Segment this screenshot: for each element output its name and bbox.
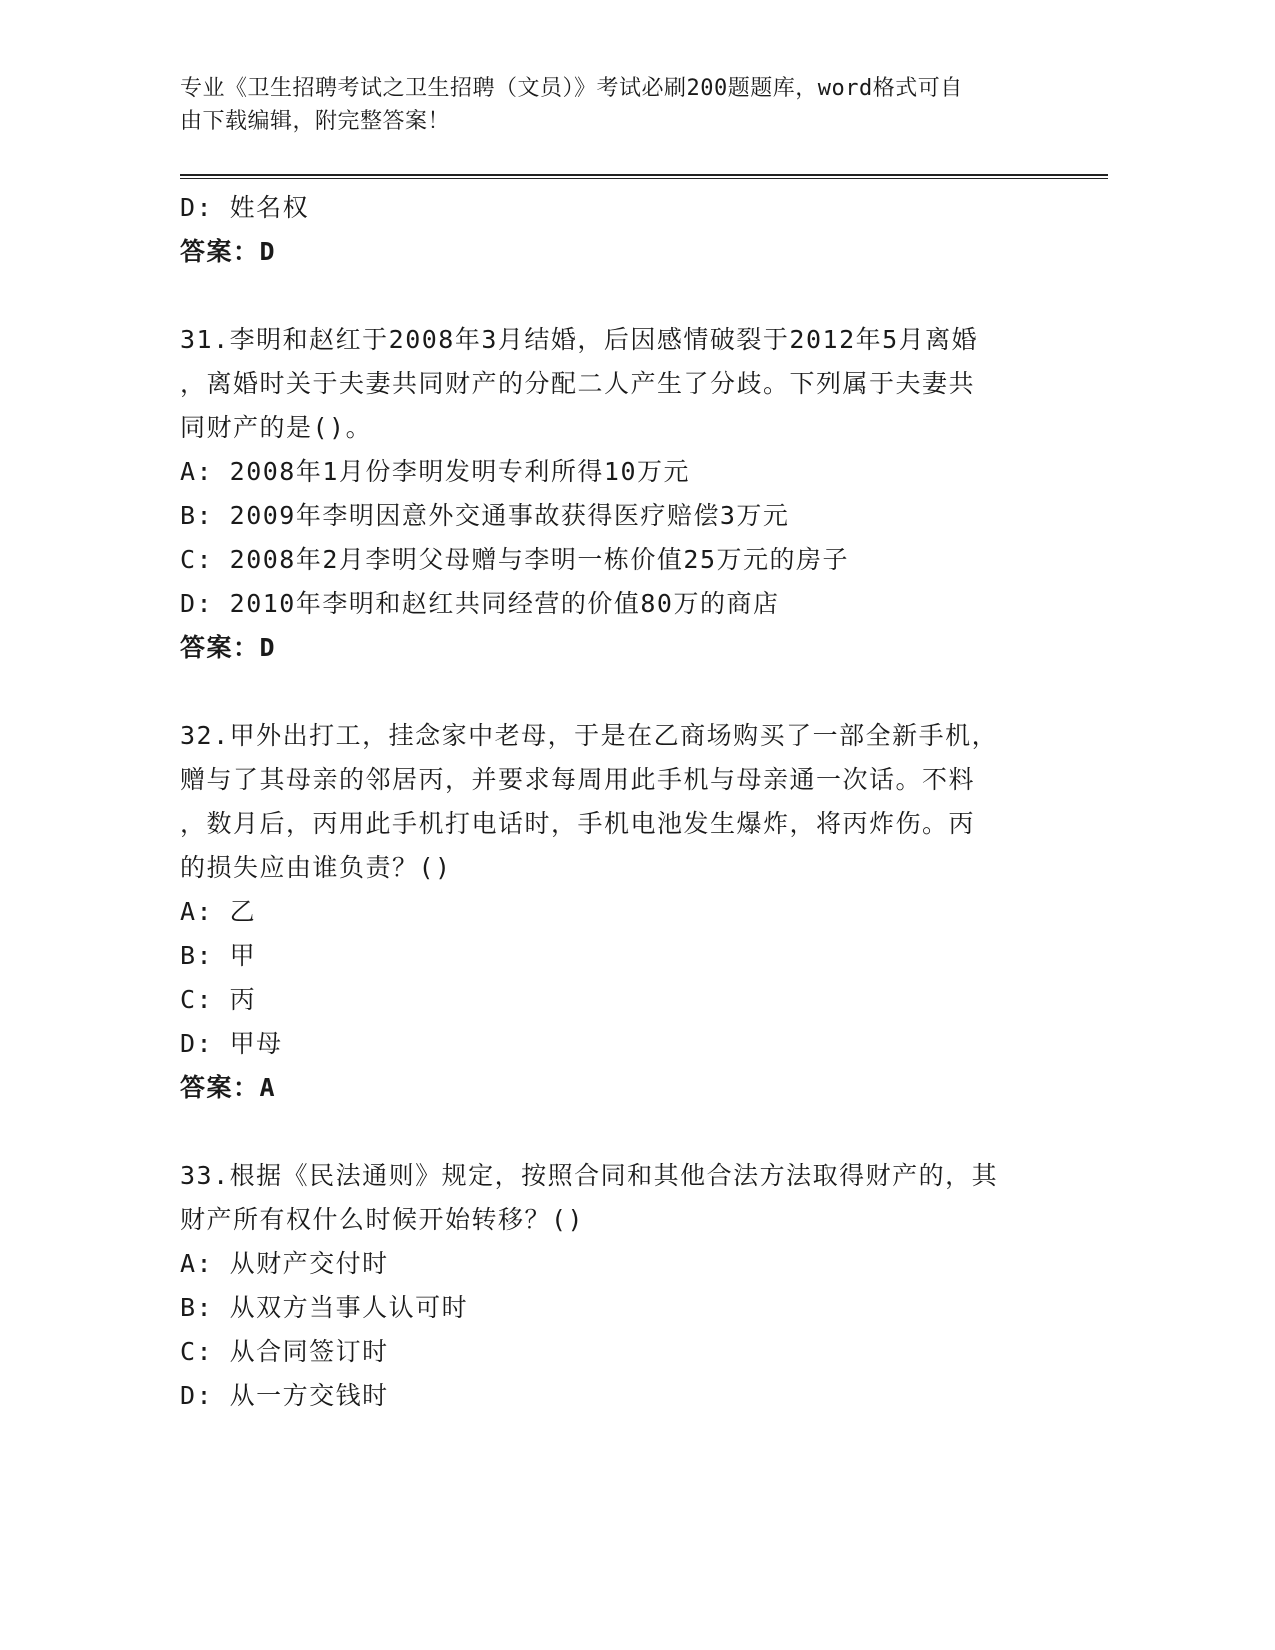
prev-option-d: D: 姓名权 [180,193,310,222]
option-c: C: 从合同签订时 [180,1337,389,1366]
option-d: D: 甲母 [180,1029,283,1058]
option-b: B: 2009年李明因意外交通事故获得医疗赔偿3万元 [180,501,790,530]
prev-answer: 答案：D [180,237,277,266]
option-a: A: 乙 [180,897,257,926]
page-header [180,72,1060,138]
question-text-line: 财产所有权什么时候开始转移？() [180,1205,585,1234]
option-c: C: 丙 [180,985,257,1014]
option-d: D: 从一方交钱时 [180,1381,389,1410]
header-line-2: 由下载编辑，附完整答案！ [180,109,451,134]
option-a: A: 从财产交付时 [180,1249,389,1278]
answer: 答案：D [180,633,277,662]
question-32 [180,714,1080,1110]
question-text-line: 赠与了其母亲的邻居丙，并要求每周用此手机与母亲通一次话。不料 [180,765,976,794]
option-b: B: 甲 [180,941,257,970]
header-line-1: 专业《卫生招聘考试之卫生招聘（文员）》考试必刷200题题库，word格式可自 [180,76,963,101]
option-c: C: 2008年2月李明父母赠与李明一栋价值25万元的房子 [180,545,850,574]
spacer [180,1110,1080,1154]
option-b: B: 从双方当事人认可时 [180,1293,469,1322]
option-d: D: 2010年李明和赵红共同经营的价值80万的商店 [180,589,780,618]
question-text-line: 同财产的是()。 [180,413,373,442]
question-text-line: 31.李明和赵红于2008年3月结婚，后因感情破裂于2012年5月离婚 [180,325,979,354]
spacer [180,274,1080,318]
question-content [180,186,1080,1418]
header-divider [180,174,1108,179]
spacer [180,670,1080,714]
option-a: A: 2008年1月份李明发明专利所得10万元 [180,457,691,486]
answer: 答案：A [180,1073,277,1102]
question-text-line: ，离婚时关于夫妻共同财产的分配二人产生了分歧。下列属于夫妻共 [180,369,976,398]
question-text-line: 的损失应由谁负责？() [180,853,452,882]
question-text-line: 33.根据《民法通则》规定，按照合同和其他合法方法取得财产的，其 [180,1161,999,1190]
question-33 [180,1154,1080,1418]
question-text-line: ，数月后，丙用此手机打电话时，手机电池发生爆炸，将丙炸伤。丙 [180,809,976,838]
question-text-line: 32.甲外出打工，挂念家中老母，于是在乙商场购买了一部全新手机， [180,721,999,750]
question-31 [180,318,1080,670]
